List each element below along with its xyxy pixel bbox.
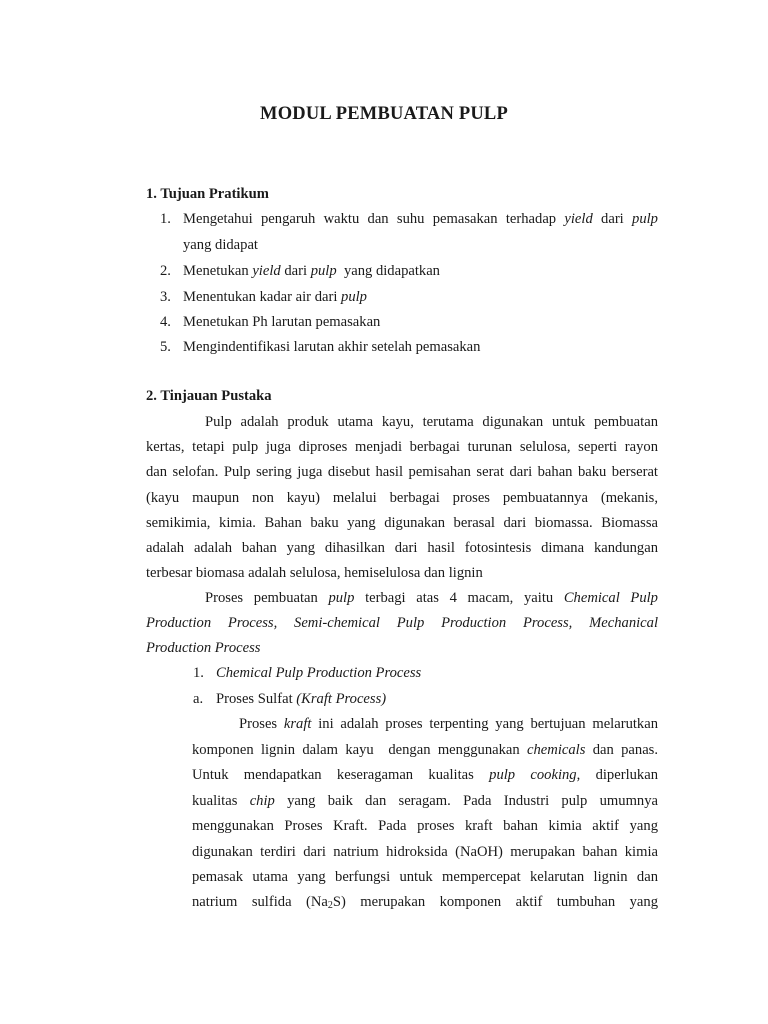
list-item-continuation: yang didapat (183, 237, 258, 253)
text-italic: chip (249, 793, 275, 809)
text-italic: (Kraft Process) (296, 691, 387, 707)
list-number: a. (193, 691, 204, 707)
paragraph-line: kertas, tetapi pulp juga diproses menjadi berbagai turunan selulosa, seperti rayon (146, 439, 658, 455)
text-span: Proses (239, 716, 284, 732)
text-span: Menetukan (183, 263, 253, 279)
subscript: 2 (327, 900, 333, 911)
paragraph-line: Pulp adalah produk utama kayu, terutama digunakan untuk pembuatan (205, 414, 658, 430)
list-number: 2. (160, 263, 171, 279)
text-span: terbagi atas 4 macam, yaitu (354, 590, 564, 606)
text-span: Proses pembuatan (205, 590, 329, 606)
list-number: 4. (160, 314, 171, 330)
paragraph-line (146, 615, 658, 632)
text-italic: pulp cooking (489, 767, 577, 783)
list-item-text: Mengindentifikasi larutan akhir setelah pemasakan (183, 339, 481, 355)
text-italic: yield (564, 211, 593, 227)
text-italic: kraft (283, 716, 312, 732)
paragraph-line (146, 640, 260, 657)
text-span: yang didapatkan (336, 263, 440, 279)
paragraph-line: (kayu maupun non kayu) melalui berbagai proses pembuatannya (mekanis, (146, 490, 658, 506)
text-span: natrium sulfida (Na (192, 894, 328, 910)
paragraph-line: pemasak utama yang berfungsi untuk mempercepat kelarutan lignin dan (192, 869, 658, 885)
text-italic: Chemical Pulp (563, 590, 658, 606)
text-span: dari (592, 211, 633, 227)
section-heading-tujuan: 1. Tujuan Pratikum (146, 186, 269, 202)
page-title: MODUL PEMBUATAN PULP (260, 104, 508, 124)
paragraph-line: menggunakan Proses Kraft. Pada proses kraft bahan kimia aktif yang (192, 818, 658, 834)
text-span: Proses Sulfat (216, 691, 297, 707)
subsection-title (216, 665, 421, 682)
text-span: S) merupakan komponen aktif tumbuhan yang (332, 894, 658, 910)
list-number: 3. (160, 289, 171, 305)
paragraph-line (192, 793, 658, 810)
text-italic: Production Process, Semi-chemical Pulp Production Process, Mechanical (146, 615, 658, 631)
paragraph-line (192, 767, 658, 784)
list-number: 1. (193, 665, 204, 681)
paragraph-line (239, 716, 658, 733)
text-span: dari (280, 263, 311, 279)
list-item-text (183, 263, 440, 280)
list-item-text (183, 211, 658, 228)
subsection-title (216, 691, 386, 708)
text-italic: pulp (632, 211, 658, 227)
text-italic: chemicals (527, 742, 586, 758)
text-span: Menentukan kadar air dari (183, 289, 342, 305)
text-span: Untuk mendapatkan keseragaman kualitas (192, 767, 490, 783)
text-span: , diperlukan (576, 767, 658, 783)
text-span: dan panas. (585, 742, 659, 758)
paragraph-line: terbesar biomasa adalah selulosa, hemiselulosa dan lignin (146, 565, 483, 581)
section-heading-tinjauan: 2. Tinjauan Pustaka (146, 388, 272, 404)
text-italic: pulp (328, 590, 355, 606)
list-item-text: Menetukan Ph larutan pemasakan (183, 314, 381, 330)
text-span: yang baik dan seragam. Pada Industri pulp umumnya (274, 793, 658, 809)
text-italic: pulp (341, 289, 367, 305)
list-number: 5. (160, 339, 171, 355)
paragraph-line (205, 590, 658, 607)
paragraph-line: digunakan terdiri dari natrium hidroksida (NaOH) merupakan bahan kimia (192, 844, 658, 860)
paragraph-line (192, 742, 658, 759)
paragraph-line: dan selofan. Pulp sering juga disebut hasil pemisahan serat dari bahan baku berserat (146, 464, 658, 480)
text-span: ini adalah proses terpenting yang bertujuan melarutkan (311, 716, 658, 732)
paragraph-line: adalah adalah bahan yang dihasilkan dari hasil fotosintesis dimana kandungan (146, 540, 658, 556)
text-italic: yield (252, 263, 281, 279)
text-span: Mengetahui pengaruh waktu dan suhu pemasakan terhadap (183, 211, 565, 227)
text-span: komponen lignin dalam kayu dengan menggunakan (192, 742, 528, 758)
paragraph-line (192, 894, 658, 911)
text-italic: pulp (310, 263, 337, 279)
paragraph-line: semikimia, kimia. Bahan baku yang digunakan berasal dari biomassa. Biomassa (146, 515, 658, 531)
text-italic: Chemical Pulp Production Process (216, 665, 422, 681)
text-italic: Production Process (146, 640, 261, 656)
list-item-text (183, 289, 367, 306)
text-span: kualitas (192, 793, 250, 809)
list-number: 1. (160, 211, 171, 227)
